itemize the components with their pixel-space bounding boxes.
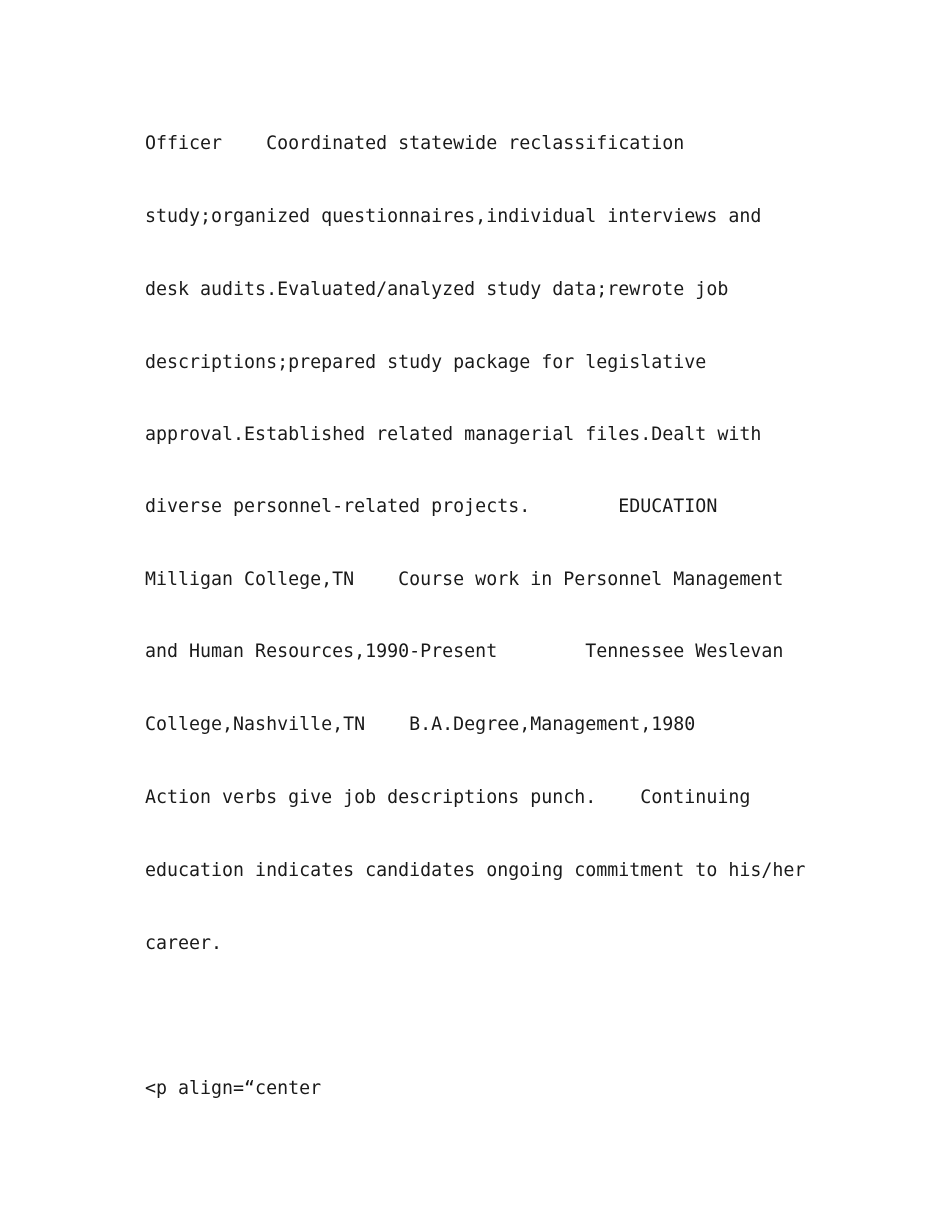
trailing-html-fragment: <p align=“center <box>145 1078 322 1099</box>
text-line: diverse personnel-related projects. EDUCATION <box>145 496 718 517</box>
text-line: desk audits.Evaluated/analyzed study data;rewrote job <box>145 279 729 300</box>
text-line: College,Nashville,TN B.A.Degree,Management,1980 <box>145 714 696 735</box>
text-line: study;organized questionnaires,individual interviews and <box>145 206 762 227</box>
text-line: education indicates candidates ongoing commitment to his/her <box>145 860 806 881</box>
text-line: Milligan College,TN Course work in Personnel Management <box>145 569 784 590</box>
text-line: Officer Coordinated statewide reclassification <box>145 133 685 154</box>
text-line: and Human Resources,1990-Present Tennessee Weslevan <box>145 641 784 662</box>
text-line: approval.Established related managerial files.Dealt with <box>145 424 762 445</box>
text-line: descriptions;prepared study package for legislative <box>145 352 707 373</box>
text-line: career. <box>145 933 223 954</box>
text-line: Action verbs give job descriptions punch. Continuing <box>145 787 751 808</box>
